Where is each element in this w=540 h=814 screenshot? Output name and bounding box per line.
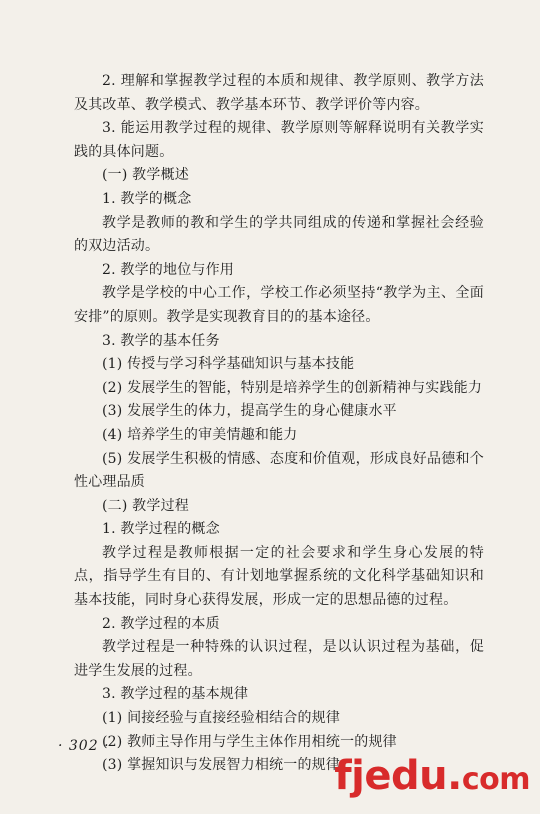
- heading-line: 2. 教学过程的本质: [102, 615, 220, 632]
- heading-line: (二) 教学过程: [102, 497, 189, 514]
- heading-line: (2) 发展学生的智能，特别是培养学生的创新精神与实践能力: [102, 379, 483, 396]
- paragraph: 教学是教师的教和学生的学共同组成的传递和掌握社会经验的双边活动。: [74, 214, 484, 255]
- paragraph: (5) 发展学生积极的情感、态度和价值观，形成良好品德和个性心理品质: [74, 450, 484, 491]
- paragraph: 教学过程是教师根据一定的社会要求和学生身心发展的特点，指导学生有目的、有计划地掌握系统的文化科学基础知识和基本技能，同时身心获得发展，形成一定的思想品德的过程。: [74, 544, 484, 609]
- heading-line: 3. 教学的基本任务: [102, 332, 220, 349]
- heading-line: (3) 掌握知识与发展智力相统一的规律: [102, 757, 341, 774]
- heading-line: (一) 教学概述: [102, 167, 189, 184]
- site-watermark-logo: [334, 752, 530, 804]
- paragraph: 3. 能运用教学过程的规律、教学原则等解释说明有关教学实践的具体问题。: [74, 120, 484, 160]
- heading-line: (1) 传授与学习科学基础知识与基本技能: [102, 356, 355, 373]
- page-number: · 302 ·: [58, 738, 110, 754]
- heading-line: 2. 教学的地位与作用: [102, 261, 235, 278]
- watermark-main: fjedu: [334, 753, 448, 799]
- paragraph: 2. 理解和掌握教学过程的本质和规律、教学原则、教学方法及其改革、教学模式、教学基本环节、教学评价等内容。: [74, 73, 484, 113]
- heading-line: (2) 教师主导作用与学生主体作用相统一的规律: [102, 733, 397, 750]
- heading-line: (3) 发展学生的体力，提高学生的身心健康水平: [102, 403, 397, 420]
- watermark-tld: com: [461, 762, 530, 797]
- heading-line: 1. 教学的概念: [102, 190, 192, 207]
- heading-line: (4) 培养学生的审美情趣和能力: [102, 426, 298, 443]
- paragraph: 教学是学校的中心工作，学校工作必须坚持“教学为主、全面安排”的原则。教学是实现教育目的的基本途径。: [74, 285, 484, 325]
- heading-line: 1. 教学过程的概念: [102, 521, 220, 538]
- paragraph: 教学过程是一种特殊的认识过程，是以认识过程为基础，促进学生发展的过程。: [74, 639, 484, 679]
- heading-line: 3. 教学过程的基本规律: [102, 686, 249, 703]
- page-text: [74, 70, 484, 778]
- watermark-dot: .: [447, 753, 462, 799]
- heading-line: (1) 间接经验与直接经验相结合的规律: [102, 710, 341, 727]
